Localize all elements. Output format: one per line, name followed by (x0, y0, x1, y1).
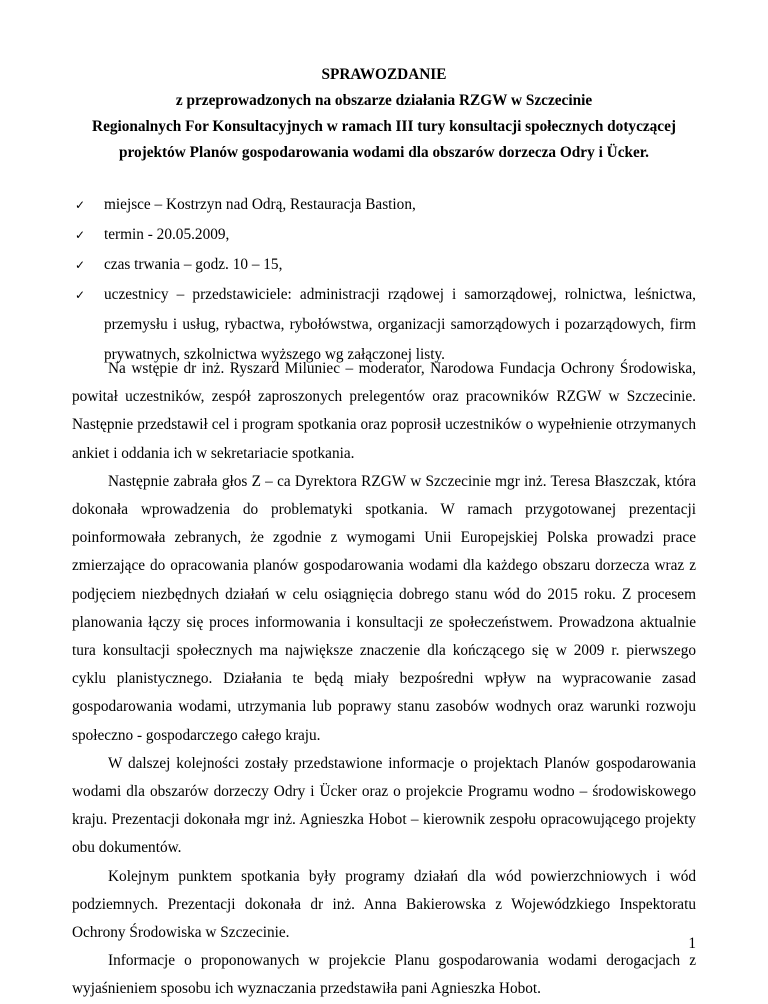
page-number: 1 (688, 935, 696, 952)
title-line-1: SPRAWOZDANIE (321, 66, 447, 83)
checkmark-icon: ✓ (75, 288, 86, 302)
list-item (72, 190, 696, 220)
list-item-text: czas trwania – godz. 10 – 15, (104, 256, 283, 273)
paragraph-opening: Na wstępie dr inż. Ryszard Miluniec – moderator, Narodowa Fundacja Ochrony Środowiska, powitał uczestników, zespół zaproszonych prelegentów oraz pracowników RZGW w Szczecinie. Następnie przedstawił cel i program spotkania oraz poprosił uczestników o wypełnienie otrzymanych ankiet i oddania ich w sekretariacie spotkania. (72, 360, 696, 462)
list-item (72, 220, 696, 250)
paragraph-plans: W dalszej kolejności zostały przedstawione informacje o projektach Planów gospodarowania wodami dla obszarów dorzeczy Odry i Ücker oraz o projekcie Programu wodno – środowiskowego kraju. Prezentacji dokonała mgr inż. Agnieszka Hobot – kierownik zespołu opracowującego projekty obu dokumentów. (72, 754, 696, 857)
paragraph-programs: Kolejnym punktem spotkania były programy działań dla wód powierzchniowych i wód podziemnych. Prezentacji dokonała dr inż. Anna Bakierowska z Wojewódzkiego Inspektoratu Ochrony Środowiska w Szczecinie. (72, 867, 696, 942)
title-line-2: z przeprowadzonych na obszarze działania RZGW w Szczecinie (175, 92, 593, 109)
checkmark-icon: ✓ (75, 198, 86, 212)
list-item-text: termin - 20.05.2009, (104, 226, 230, 243)
checkmark-icon: ✓ (75, 228, 86, 242)
checkmark-icon: ✓ (75, 258, 86, 272)
list-item (72, 250, 696, 280)
list-item-text: uczestnicy – przedstawiciele: administracji rządowej i samorządowej, rolnictwa, leśnictwa, przemysłu i usług, rybactwa, rybołówstwa, organizacji samorządowych i pozarządowych, firm prywatnych, szkolnictwa wyższego wg załączonej listy. (104, 286, 696, 363)
title-line-4: projektów Planów gospodarowania wodami dla obszarów dorzecza Odry i Ücker. (118, 144, 649, 161)
list-item-text: miejsce – Kostrzyn nad Odrą, Restauracja Bastion, (104, 196, 416, 213)
report-title (72, 62, 696, 166)
meeting-details-list (72, 190, 696, 370)
report-body (72, 355, 696, 1004)
title-line-3: Regionalnych For Konsultacyjnych w ramach III tury konsultacji społecznych dotyczącej (92, 118, 676, 135)
paragraph-introduction: Następnie zabrała głos Z – ca Dyrektora RZGW w Szczecinie mgr inż. Teresa Błaszczak, która dokonała wprowadzenia do problematyki spotkania. W ramach przygotowanej prezentacji poinformowała zebranych, że zgodnie z wymogami Unii Europejskiej Polska prowadzi prace zmierzające do opracowania planów gospodarowania wodami dla każdego obszaru dorzecza wraz z podjęciem niezbędnych działań w celu osiągnięcia dobrego stanu wód do 2015 roku. Z procesem planowania łączy się proces informowania i konsultacji ze społeczeństwem. Prowadzona aktualnie tura konsultacji społecznych ma największe znaczenie dla kończącego się w 2009 r. pierwszego cyklu planistycznego. Działania te będą miały bezpośredni wpływ na wypracowanie zasad gospodarowania wodami, utrzymania lub poprawy stanu zasobów wodnych oraz warunki rozwoju społeczno - gospodarczego całego kraju. (72, 472, 696, 744)
paragraph-derogations: Informacje o proponowanych w projekcie Planu gospodarowania wodami derogacjach z wyjaśnieniem sposobu ich wyznaczania przedstawiła pani Agnieszka Hobot. (72, 952, 696, 998)
